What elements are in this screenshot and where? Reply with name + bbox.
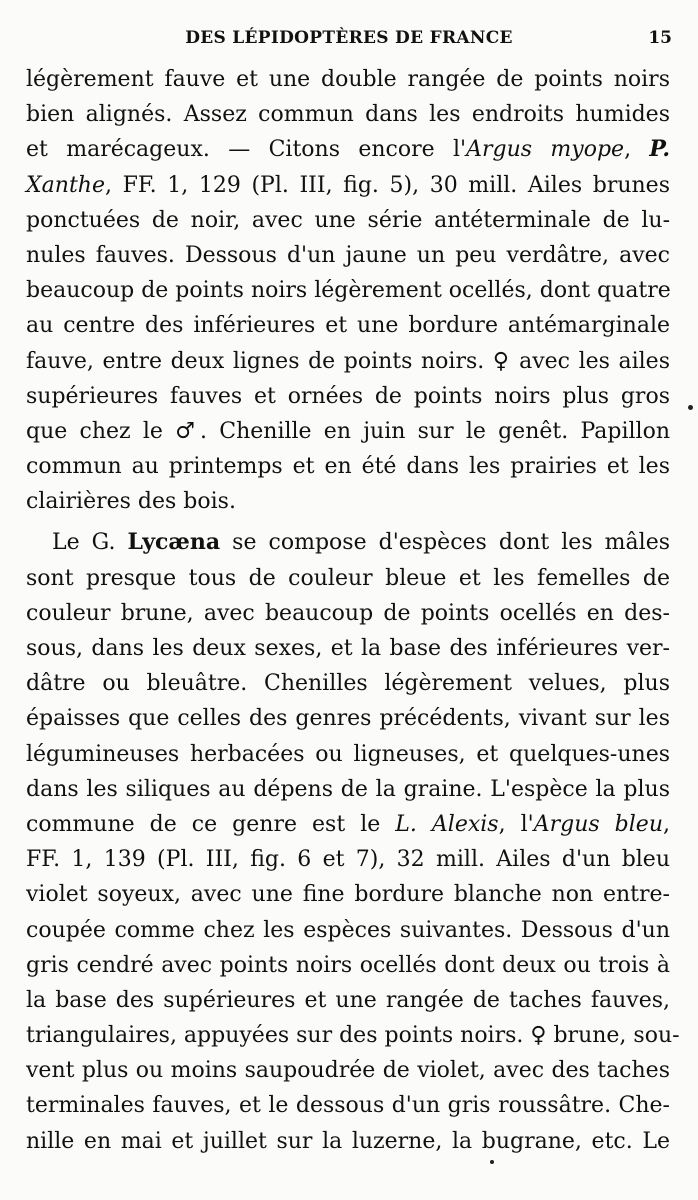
text-line-21: dans les siliques au dépens de la graine. L'espèce la plus [26, 776, 670, 802]
page-number: 15 [648, 28, 672, 48]
text-line-25: coupée comme chez les espèces suivantes. Dessous d'un [26, 917, 670, 943]
text-line-27: la base des supérieures et une rangée de taches fauves, [26, 987, 670, 1013]
text-line-16: couleur brune, avec beaucoup de points ocellés en des- [26, 600, 670, 626]
genus-abbrev: P. [649, 136, 670, 163]
body-text [26, 62, 680, 1159]
text-line-23: FF. 1, 139 (Pl. III, fig. 6 et 7), 32 mill. Ailes d'un bleu [26, 847, 670, 873]
text-line-22 [26, 807, 670, 842]
text-line-26: gris cendré avec points noirs ocellés dont deux ou trois à [26, 952, 670, 978]
genus-name-lycaena: Lycæna [127, 529, 221, 556]
text-line-2: bien alignés. Assez commun dans les endroits humides [26, 102, 670, 128]
text-line-12: commun au printemps et en été dans les prairies et les [26, 454, 670, 480]
text-run: et marécageux. — Citons encore l' [26, 137, 467, 163]
text-line-24: violet soyeux, avec une fine bordure blanche non entre- [26, 882, 670, 908]
species-name-argus-bleu: Argus bleu [533, 811, 663, 837]
species-name-argus-myope: Argus myope [466, 137, 625, 163]
text-line-31: nille en mai et juillet sur la luzerne, la bugrane, etc. Le [26, 1128, 670, 1154]
text-line-4 [26, 168, 670, 203]
text-line-17: sous, dans les deux sexes, et la base des inférieures ver- [26, 636, 670, 661]
text-run: , [663, 811, 670, 837]
text-run: se compose d'espèces dont les mâles [220, 530, 670, 556]
text-line-1: légèrement fauve et une double rangée de points noirs [26, 67, 670, 92]
text-run: Le G. [52, 530, 128, 556]
text-run: , [624, 137, 650, 163]
page-header [26, 26, 672, 54]
text-line-8: au centre des inférieures et une bordure antémarginale [26, 313, 670, 339]
text-line-5: ponctuées de noir, avec une série antéterminale de lu- [26, 207, 670, 233]
print-speck [490, 1160, 494, 1164]
running-head: DES LÉPIDOPTÈRES DE FRANCE [185, 28, 513, 48]
text-line-11: que chez le ♂. Chenille en juin sur le genêt. Papillon [26, 418, 670, 444]
print-speck [688, 405, 693, 410]
text-line-6: nules fauves. Dessous d'un jaune un peu verdâtre, avec [26, 242, 670, 268]
text-run: , l' [498, 811, 534, 837]
text-run: commune de ce genre est le [26, 811, 396, 837]
text-line-14 [26, 525, 670, 560]
species-name-alexis: L. Alexis [395, 811, 499, 837]
text-run: , FF. 1, 129 (Pl. III, fig. 5), 30 mill. Ailes brunes [104, 172, 670, 198]
text-line-3 [26, 132, 670, 167]
text-line-28: triangulaires, appuyées sur des points noirs. ♀ brune, sou- [26, 1023, 680, 1049]
text-line-13: clairières des bois. [26, 489, 236, 515]
species-name-xanthe: Xanthe [26, 172, 105, 198]
text-line-29: vent plus ou moins saupoudrée de violet, avec des taches [26, 1058, 670, 1084]
text-line-19: épaisses que celles des genres précédents, vivant sur les [26, 706, 670, 732]
text-line-18: dâtre ou bleuâtre. Chenilles légèrement velues, plus [26, 671, 670, 697]
text-line-9: fauve, entre deux lignes de points noirs. ♀ avec les ailes [26, 348, 670, 374]
text-line-20: légumineuses herbacées ou ligneuses, et quelques-unes [26, 741, 670, 767]
text-line-15: sont presque tous de couleur bleue et les femelles de [26, 565, 670, 591]
text-line-30: terminales fauves, et le dessous d'un gris roussâtre. Che- [26, 1093, 670, 1119]
text-line-10: supérieures fauves et ornées de points noirs plus gros [26, 383, 670, 409]
text-line-7: beaucoup de points noirs légèrement ocellés, dont quatre [26, 278, 671, 304]
